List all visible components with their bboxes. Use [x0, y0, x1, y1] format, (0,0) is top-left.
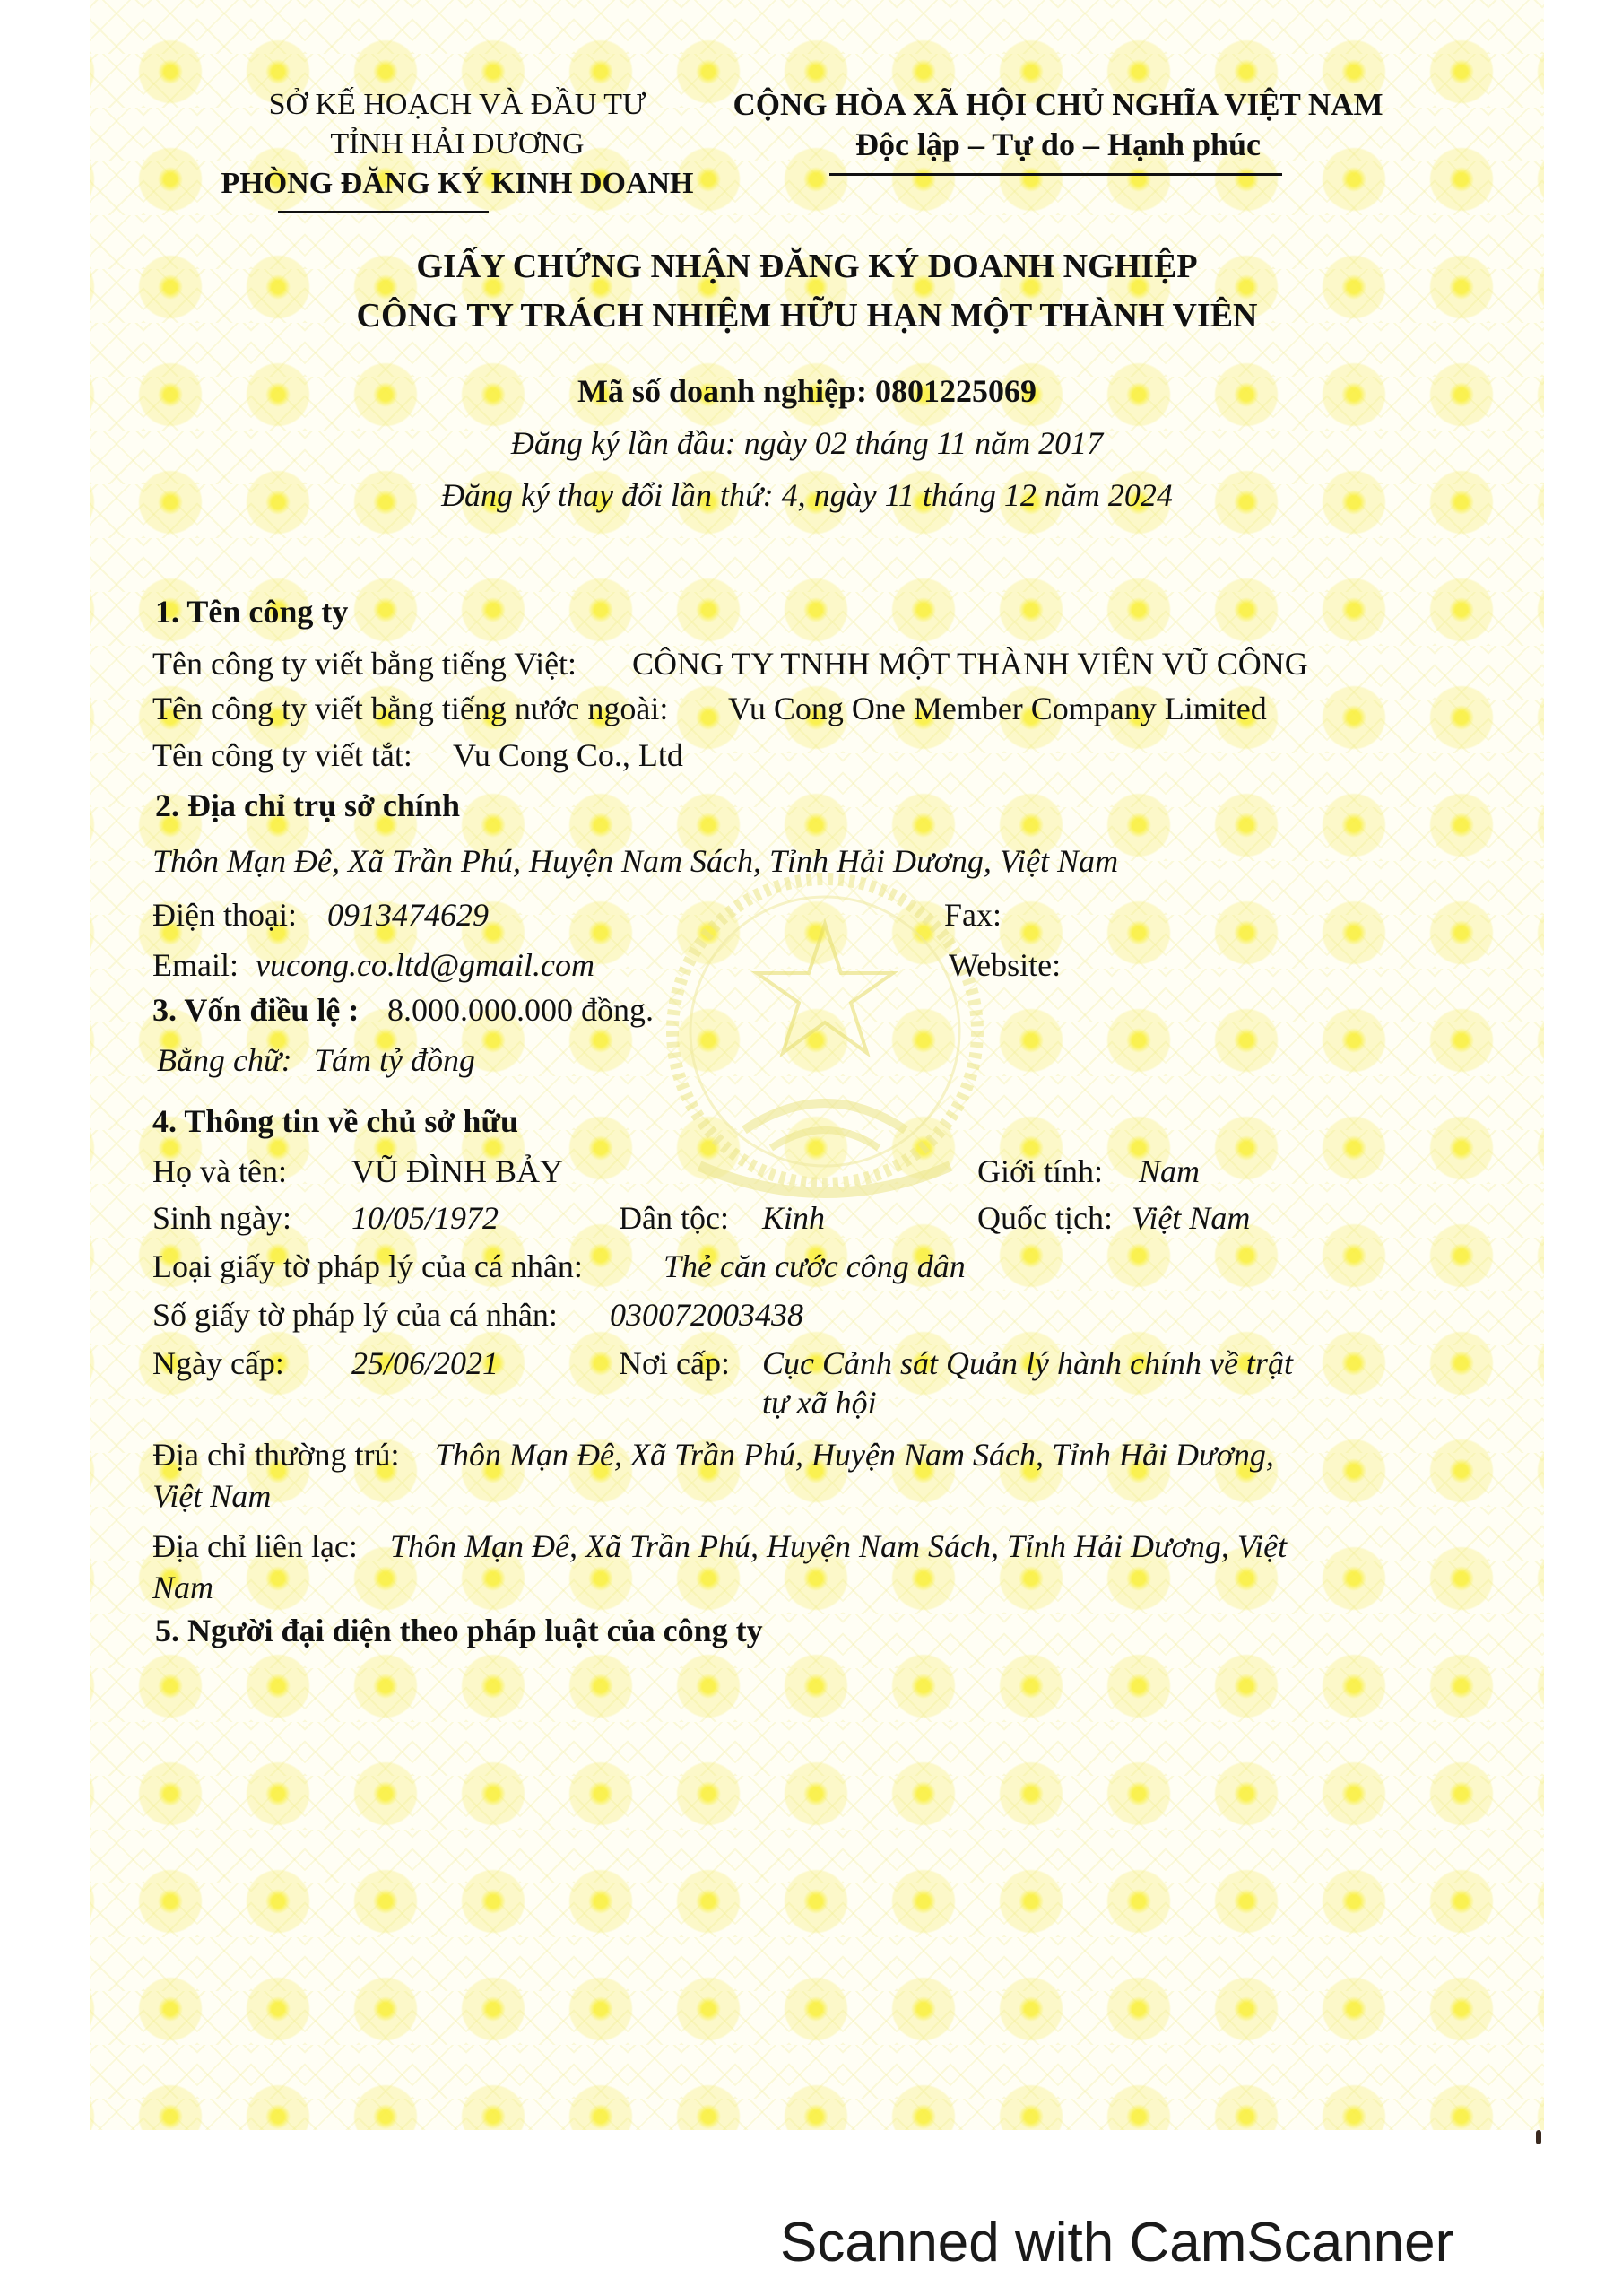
- contact-address-label: Địa chỉ liên lạc:: [152, 1528, 358, 1564]
- agency-underline: [278, 211, 489, 213]
- id-number-label: Số giấy tờ pháp lý của cá nhân:: [152, 1297, 558, 1333]
- change-registration-date: Đăng ký thay đổi lần thứ: 4, ngày 11 tháng 12 năm 2024: [441, 477, 1173, 513]
- gender-value: Nam: [1139, 1153, 1201, 1189]
- first-registration-date: Đăng ký lần đầu: ngày 02 tháng 11 năm 2017: [510, 425, 1104, 461]
- camscanner-watermark: Scanned with CamScanner: [780, 2212, 1454, 2274]
- contact-address-line-2: Nam: [152, 1570, 214, 1605]
- foreign-name-value: Vu Cong One Member Company Limited: [728, 691, 1267, 726]
- section-3-heading: 3. Vốn điều lệ :: [152, 992, 360, 1028]
- nationality-value: Việt Nam: [1132, 1200, 1251, 1236]
- enterprise-code: Mã số doanh nghiệp: 0801225069: [577, 373, 1037, 409]
- issue-place-label: Nơi cấp:: [619, 1345, 730, 1381]
- section-1-heading: 1. Tên công ty: [155, 594, 349, 630]
- capital-in-words-label: Bằng chữ:: [157, 1042, 292, 1078]
- phone-value: 0913474629: [327, 897, 489, 933]
- agency-line-2: TỈNH HẢI DƯƠNG: [330, 127, 585, 161]
- nationality-label: Quốc tịch:: [977, 1200, 1113, 1236]
- issue-place-value-line-2: tự xã hội: [762, 1385, 877, 1421]
- permanent-address-label: Địa chỉ thường trú:: [152, 1437, 400, 1473]
- website-label: Website:: [949, 947, 1062, 983]
- contact-address-line-1: Thôn Mạn Đê, Xã Trần Phú, Huyện Nam Sách, Tỉnh Hải Dương, Việt: [390, 1528, 1288, 1564]
- owner-name-value: VŨ ĐÌNH BẢY: [351, 1153, 563, 1189]
- owner-name-label: Họ và tên:: [152, 1153, 287, 1189]
- certificate-title: GIẤY CHỨNG NHẬN ĐĂNG KÝ DOANH NGHIỆP: [416, 248, 1198, 285]
- nation-motto: Độc lập – Tự do – Hạnh phúc: [854, 126, 1262, 162]
- dob-value: 10/05/1972: [351, 1200, 499, 1236]
- short-name-label: Tên công ty viết tắt:: [152, 737, 412, 773]
- email-label: Email:: [152, 947, 239, 983]
- head-office-address: Thôn Mạn Đê, Xã Trần Phú, Huyện Nam Sách, Tỉnh Hải Dương, Việt Nam: [152, 843, 1119, 879]
- vn-name-value: CÔNG TY TNHH MỘT THÀNH VIÊN VŨ CÔNG: [632, 646, 1308, 682]
- foreign-name-label: Tên công ty viết bằng tiếng nước ngoài:: [152, 691, 669, 726]
- section-2-heading: 2. Địa chỉ trụ sở chính: [155, 787, 460, 823]
- ethnicity-label: Dân tộc:: [619, 1200, 729, 1236]
- dob-label: Sinh ngày:: [152, 1200, 292, 1236]
- issue-place-value-line-1: Cục Cảnh sát Quản lý hành chính về trật: [762, 1345, 1293, 1381]
- company-type-title: CÔNG TY TRÁCH NHIỆM HỮU HẠN MỘT THÀNH VIÊN: [356, 297, 1258, 335]
- id-type-value: Thẻ căn cước công dân: [664, 1248, 966, 1284]
- motto-underline: [829, 173, 1282, 176]
- fax-label: Fax:: [944, 897, 1002, 933]
- phone-label: Điện thoại:: [152, 897, 297, 933]
- section-4-heading: 4. Thông tin về chủ sở hữu: [152, 1103, 519, 1139]
- agency-line-1: SỞ KẾ HOẠCH VÀ ĐẦU TƯ: [268, 88, 646, 121]
- email-value: vucong.co.ltd@gmail.com: [256, 947, 595, 983]
- capital-in-words-value: Tám tỷ đồng: [314, 1042, 475, 1078]
- short-name-value: Vu Cong Co., Ltd: [453, 737, 683, 773]
- permanent-address-line-1: Thôn Mạn Đê, Xã Trần Phú, Huyện Nam Sách, Tỉnh Hải Dương,: [435, 1437, 1274, 1473]
- agency-line-3: PHÒNG ĐĂNG KÝ KINH DOANH: [221, 167, 694, 200]
- issue-date-label: Ngày cấp:: [152, 1345, 284, 1381]
- scan-edge-mark: [1536, 2130, 1541, 2144]
- issue-date-value: 25/06/2021: [351, 1345, 499, 1381]
- section-5-heading: 5. Người đại diện theo pháp luật của công ty: [155, 1613, 763, 1648]
- id-type-label: Loại giấy tờ pháp lý của cá nhân:: [152, 1248, 583, 1284]
- id-number-value: 030072003438: [610, 1297, 803, 1333]
- charter-capital-value: 8.000.000.000 đồng.: [387, 992, 654, 1028]
- gender-label: Giới tính:: [977, 1153, 1104, 1189]
- nation-line-1: CỘNG HÒA XÃ HỘI CHỦ NGHĨA VIỆT NAM: [733, 87, 1383, 122]
- vn-name-label: Tên công ty viết bằng tiếng Việt:: [152, 646, 577, 682]
- ethnicity-value: Kinh: [762, 1200, 826, 1236]
- permanent-address-line-2: Việt Nam: [152, 1478, 272, 1514]
